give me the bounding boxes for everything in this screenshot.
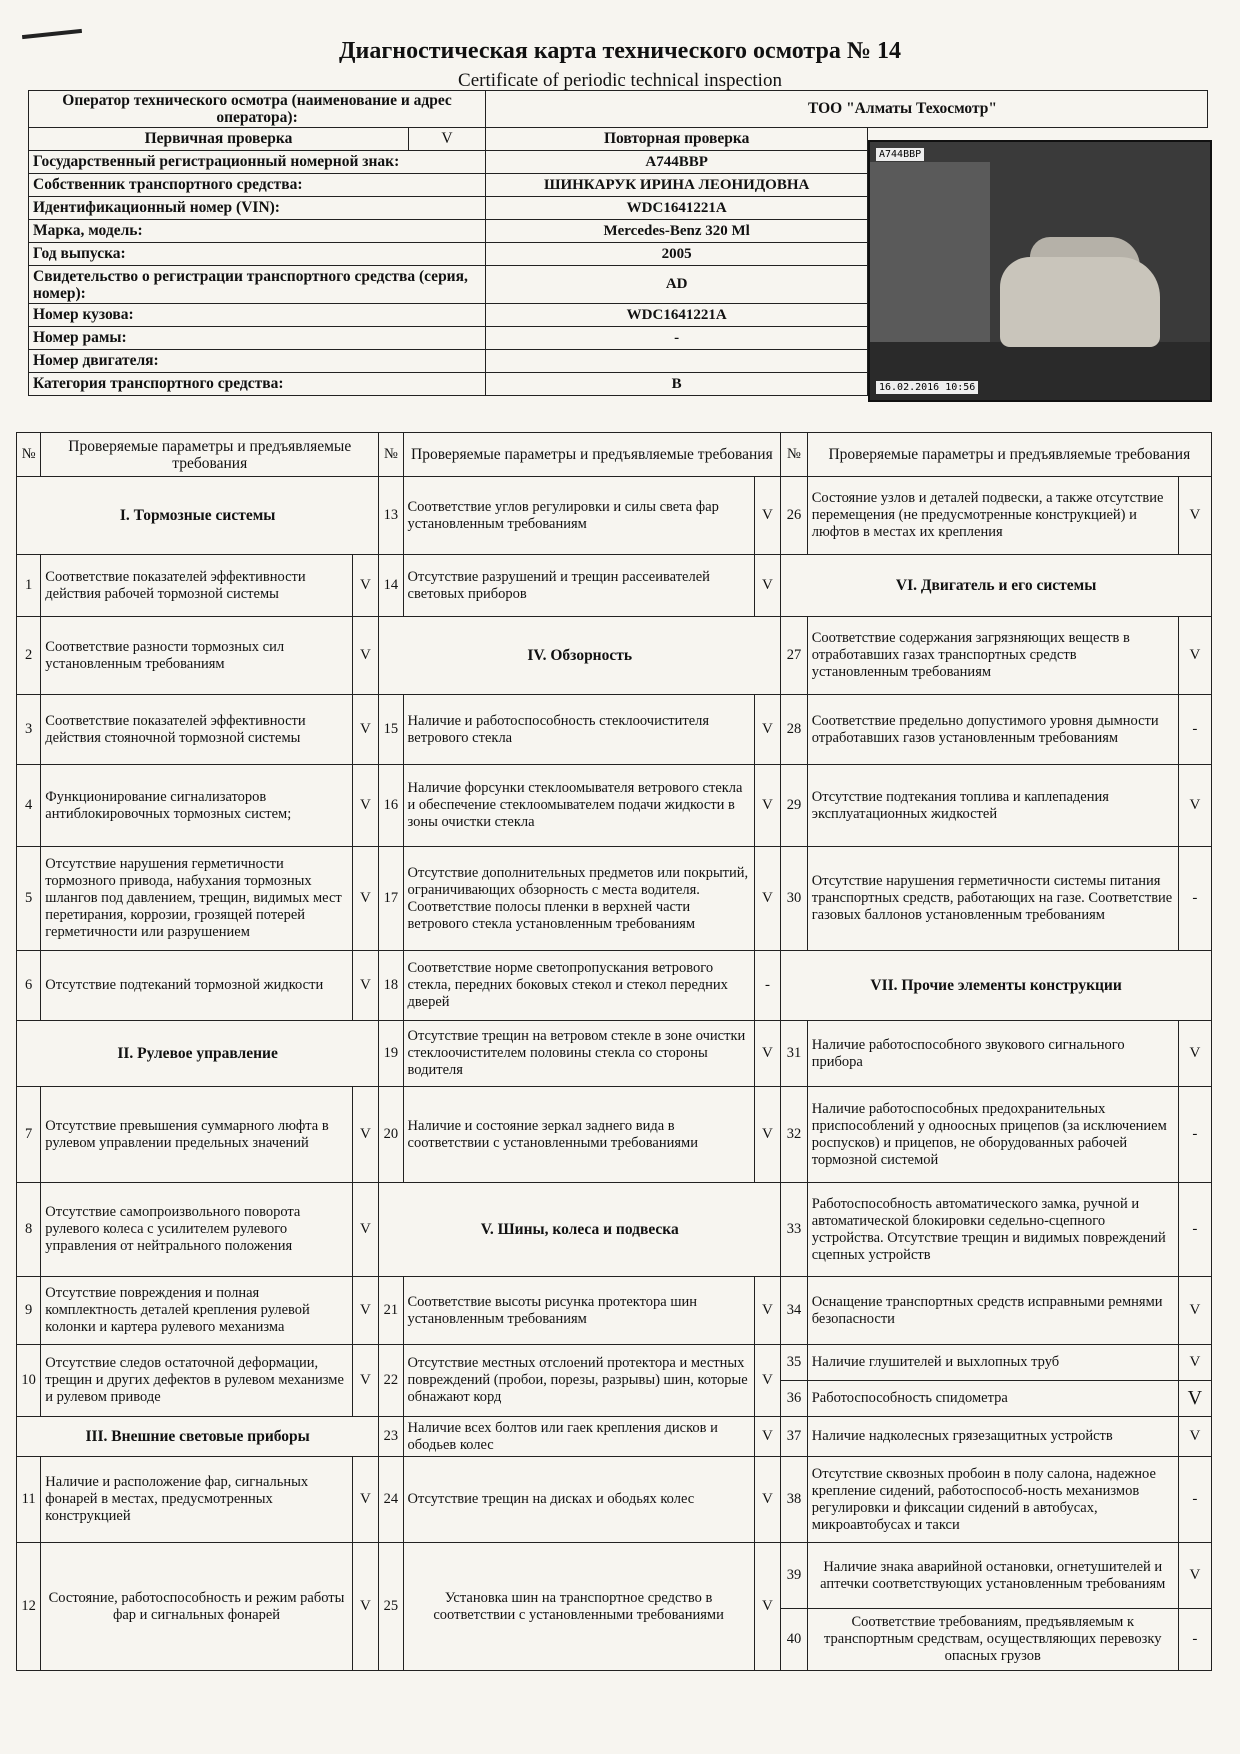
section-title: VI. Двигатель и его системы — [781, 555, 1212, 617]
item-number: 26 — [781, 477, 808, 555]
item-mark: V — [352, 555, 379, 617]
item-text: Отсутствие дополнительных предметов или покрытий, ограничивающих обзорность с места водителя. Соответствие полосы пленки в верхней части ветрового стекла установленным требованиям — [403, 847, 754, 951]
item-mark: V — [754, 1457, 781, 1543]
item-mark: V — [754, 1021, 781, 1087]
item-number: 24 — [379, 1457, 403, 1543]
item-mark: V — [1178, 1381, 1211, 1417]
item-text: Отсутствие нарушения герметичности тормозного привода, набухания тормозных шлангов под давлением, трещин, видимых мест перетирания, коррозии, грозящей потерей герметичности или разрушением — [41, 847, 352, 951]
info-label: Номер кузова: — [29, 304, 486, 327]
item-text: Наличие работоспособных предохранительных приспособлений у одноосных прицепов (за исключением роспусков) и прицепов, не оборудованных рабочей тормозной системой — [807, 1087, 1178, 1183]
item-number: 36 — [781, 1381, 808, 1417]
item-mark: V — [352, 1277, 379, 1345]
info-value: - — [486, 327, 868, 350]
item-mark: - — [1178, 847, 1211, 951]
item-text: Отсутствие превышения суммарного люфта в рулевом управлении предельных значений — [41, 1087, 352, 1183]
photo-car-body — [1000, 257, 1160, 347]
item-mark: V — [352, 1087, 379, 1183]
item-mark: V — [1178, 617, 1211, 695]
info-label: Год выпуска: — [29, 243, 486, 266]
item-mark: V — [352, 765, 379, 847]
item-number: 29 — [781, 765, 808, 847]
item-text: Отсутствие следов остаточной деформации, трещин и других дефектов в рулевом механизме и рулевом приводе — [41, 1345, 352, 1417]
item-number: 3 — [17, 695, 41, 765]
item-number: 7 — [17, 1087, 41, 1183]
item-mark: - — [1178, 1609, 1211, 1671]
info-label: Собственник транспортного средства: — [29, 174, 486, 197]
item-text: Отсутствие подтеканий тормозной жидкости — [41, 951, 352, 1021]
item-number: 23 — [379, 1417, 403, 1457]
item-text: Соответствие разности тормозных сил установленным требованиям — [41, 617, 352, 695]
section-title: III. Внешние световые приборы — [17, 1417, 379, 1457]
info-value: AD — [486, 266, 868, 304]
item-text: Соответствие требованиям, предъявляемым к транспортным средствам, осуществляющих перевозку опасных грузов — [807, 1609, 1178, 1671]
operator-value: ТОО "Алматы Техосмотр" — [486, 91, 1208, 128]
item-mark: - — [1178, 1183, 1211, 1277]
item-text: Наличие и работоспособность стеклоочистителя ветрового стекла — [403, 695, 754, 765]
item-mark: V — [1178, 1277, 1211, 1345]
info-label: Государственный регистрационный номерной знак: — [29, 151, 486, 174]
section-title: IV. Обзорность — [379, 617, 781, 695]
item-text: Наличие всех болтов или гаек крепления дисков и ободьев колес — [403, 1417, 754, 1457]
item-mark: V — [754, 1277, 781, 1345]
item-text: Наличие и расположение фар, сигнальных фонарей в местах, предусмотренных конструкцией — [41, 1457, 352, 1543]
item-mark: V — [352, 1543, 379, 1671]
param-header: Проверяемые параметры и предъявляемые требования — [403, 433, 781, 477]
section-title: I. Тормозные системы — [17, 477, 379, 555]
info-value: A744BBP — [486, 151, 868, 174]
item-text: Соответствие показателей эффективности действия рабочей тормозной системы — [41, 555, 352, 617]
item-text: Функционирование сигнализаторов антиблокировочных тормозных систем; — [41, 765, 352, 847]
page-title: Диагностическая карта технического осмотра № 14 — [339, 38, 901, 64]
info-label: Категория транспортного средства: — [29, 373, 486, 396]
item-number: 16 — [379, 765, 403, 847]
info-label: Идентификационный номер (VIN): — [29, 197, 486, 220]
num-header: № — [781, 433, 808, 477]
item-mark: V — [1178, 1345, 1211, 1381]
info-label: Марка, модель: — [29, 220, 486, 243]
item-text: Отсутствие трещин на дисках и ободьях колес — [403, 1457, 754, 1543]
photo-timestamp: 16.02.2016 10:56 — [876, 381, 978, 394]
info-value: WDC1641221A — [486, 304, 868, 327]
item-mark: V — [1178, 1021, 1211, 1087]
item-number: 15 — [379, 695, 403, 765]
item-mark: - — [754, 951, 781, 1021]
item-text: Соответствие норме светопропускания ветрового стекла, передних боковых стекол и стекол передних дверей — [403, 951, 754, 1021]
operator-label: Оператор технического осмотра (наименование и адрес оператора): — [29, 91, 486, 128]
inspection-table — [16, 432, 1212, 1671]
item-number: 11 — [17, 1457, 41, 1543]
item-text: Наличие глушителей и выхлопных труб — [807, 1345, 1178, 1381]
item-number: 14 — [379, 555, 403, 617]
item-text: Отсутствие самопроизвольного поворота рулевого колеса с усилителем рулевого управления от нейтрального положения — [41, 1183, 352, 1277]
info-value: WDC1641221A — [486, 197, 868, 220]
item-number: 9 — [17, 1277, 41, 1345]
item-mark: V — [352, 1183, 379, 1277]
item-number: 22 — [379, 1345, 403, 1417]
item-text: Соответствие показателей эффективности действия стояночной тормозной системы — [41, 695, 352, 765]
item-text: Отсутствие разрушений и трещин рассеивателей световых приборов — [403, 555, 754, 617]
param-header: Проверяемые параметры и предъявляемые требования — [41, 433, 379, 477]
section-title: VII. Прочие элементы конструкции — [781, 951, 1212, 1021]
param-header: Проверяемые параметры и предъявляемые требования — [807, 433, 1211, 477]
item-mark: V — [352, 1457, 379, 1543]
primary-check-mark: V — [408, 128, 485, 151]
num-header: № — [17, 433, 41, 477]
info-label: Номер рамы: — [29, 327, 486, 350]
info-value: ШИНКАРУК ИРИНА ЛЕОНИДОВНА — [486, 174, 868, 197]
item-number: 35 — [781, 1345, 808, 1381]
item-number: 17 — [379, 847, 403, 951]
item-number: 38 — [781, 1457, 808, 1543]
item-number: 25 — [379, 1543, 403, 1671]
num-header: № — [379, 433, 403, 477]
item-number: 13 — [379, 477, 403, 555]
item-mark: V — [754, 1543, 781, 1671]
item-number: 34 — [781, 1277, 808, 1345]
item-text: Состояние узлов и деталей подвески, а также отсутствие перемещения (не предусмотренные конструкцией) и люфтов в местах их крепления — [807, 477, 1178, 555]
info-label: Свидетельство о регистрации транспортного средства (серия, номер): — [29, 266, 486, 304]
item-number: 40 — [781, 1609, 808, 1671]
item-mark: V — [1178, 477, 1211, 555]
item-number: 30 — [781, 847, 808, 951]
item-text: Соответствие содержания загрязняющих веществ в отработавших газах транспортных средств установленным требованиям — [807, 617, 1178, 695]
item-number: 37 — [781, 1417, 808, 1457]
item-text: Соответствие углов регулировки и силы света фар установленным требованиям — [403, 477, 754, 555]
item-text: Наличие надколесных грязезащитных устройств — [807, 1417, 1178, 1457]
item-text: Оснащение транспортных средств исправными ремнями безопасности — [807, 1277, 1178, 1345]
item-mark: - — [1178, 1087, 1211, 1183]
item-text: Наличие работоспособного звукового сигнального прибора — [807, 1021, 1178, 1087]
item-number: 2 — [17, 617, 41, 695]
item-number: 33 — [781, 1183, 808, 1277]
item-text: Наличие форсунки стеклоомывателя ветрового стекла и обеспечение стеклоомывателем подачи жидкости в зоны очистки стекла — [403, 765, 754, 847]
item-mark: V — [754, 1345, 781, 1417]
item-mark: V — [352, 847, 379, 951]
info-value — [486, 350, 868, 373]
item-text: Работоспособность спидометра — [807, 1381, 1178, 1417]
item-text: Отсутствие повреждения и полная комплектность деталей крепления рулевой колонки и картера рулевого механизма — [41, 1277, 352, 1345]
item-number: 12 — [17, 1543, 41, 1671]
item-text: Отсутствие нарушения герметичности системы питания транспортных средств, работающих на газе. Соответствие газовых баллонов установленным требованиям — [807, 847, 1178, 951]
item-number: 8 — [17, 1183, 41, 1277]
item-mark: V — [352, 695, 379, 765]
item-mark: - — [1178, 695, 1211, 765]
item-mark: V — [754, 1087, 781, 1183]
item-text: Установка шин на транспортное средство в соответствии с установленными требованиями — [403, 1543, 754, 1671]
item-mark: V — [754, 765, 781, 847]
item-text: Наличие и состояние зеркал заднего вида в соответствии с установленными требованиями — [403, 1087, 754, 1183]
item-mark: - — [1178, 1457, 1211, 1543]
item-mark: V — [754, 847, 781, 951]
repeat-check-label: Повторная проверка — [486, 128, 868, 151]
item-text: Соответствие предельно допустимого уровня дымности отработавших газов установленным требованиям — [807, 695, 1178, 765]
item-number: 19 — [379, 1021, 403, 1087]
primary-check-label: Первичная проверка — [29, 128, 409, 151]
item-mark: V — [352, 1345, 379, 1417]
item-text: Отсутствие трещин на ветровом стекле в зоне очистки стеклоочистителем половины стекла со стороны водителя — [403, 1021, 754, 1087]
photo-plate-label: A744BBP — [876, 148, 924, 161]
item-number: 1 — [17, 555, 41, 617]
item-text: Наличие знака аварийной остановки, огнетушителей и аптечки соответствующих установленным требованиям — [807, 1543, 1178, 1609]
item-number: 20 — [379, 1087, 403, 1183]
item-mark: V — [1178, 1543, 1211, 1609]
item-number: 39 — [781, 1543, 808, 1609]
info-value: Mercedes-Benz 320 Ml — [486, 220, 868, 243]
item-mark: V — [1178, 765, 1211, 847]
item-text: Работоспособность автоматического замка, ручной и автоматической блокировки седельно-сцепного устройства. Отсутствие трещин и видимых повреждений сцепных устройств — [807, 1183, 1178, 1277]
item-mark: V — [754, 1417, 781, 1457]
item-text: Отсутствие сквозных пробоин в полу салона, надежное крепление сидений, работоспособ-ность механизмов регулировки и фиксации сидений в автобусах, микроавтобусах и такси — [807, 1457, 1178, 1543]
item-mark: V — [352, 617, 379, 695]
page-subtitle: Certificate of periodic technical inspection — [458, 70, 782, 91]
info-value: B — [486, 373, 868, 396]
item-mark: V — [754, 477, 781, 555]
item-number: 32 — [781, 1087, 808, 1183]
item-number: 18 — [379, 951, 403, 1021]
item-number: 4 — [17, 765, 41, 847]
item-number: 21 — [379, 1277, 403, 1345]
item-text: Состояние, работоспособность и режим работы фар и сигнальных фонарей — [41, 1543, 352, 1671]
info-label: Номер двигателя: — [29, 350, 486, 373]
item-number: 31 — [781, 1021, 808, 1087]
section-title: V. Шины, колеса и подвеска — [379, 1183, 781, 1277]
item-mark: V — [754, 555, 781, 617]
item-number: 27 — [781, 617, 808, 695]
info-value: 2005 — [486, 243, 868, 266]
item-number: 28 — [781, 695, 808, 765]
item-number: 6 — [17, 951, 41, 1021]
vehicle-photo — [868, 140, 1212, 402]
section-title: II. Рулевое управление — [17, 1021, 379, 1087]
item-text: Отсутствие подтекания топлива и каплепадения эксплуатационных жидкостей — [807, 765, 1178, 847]
item-mark: V — [352, 951, 379, 1021]
item-mark: V — [754, 695, 781, 765]
item-text: Отсутствие местных отслоений протектора и местных повреждений (пробои, порезы, разрывы) шин, которые обнажают корд — [403, 1345, 754, 1417]
item-number: 10 — [17, 1345, 41, 1417]
item-number: 5 — [17, 847, 41, 951]
item-text: Соответствие высоты рисунка протектора шин установленным требованиям — [403, 1277, 754, 1345]
item-mark: V — [1178, 1417, 1211, 1457]
